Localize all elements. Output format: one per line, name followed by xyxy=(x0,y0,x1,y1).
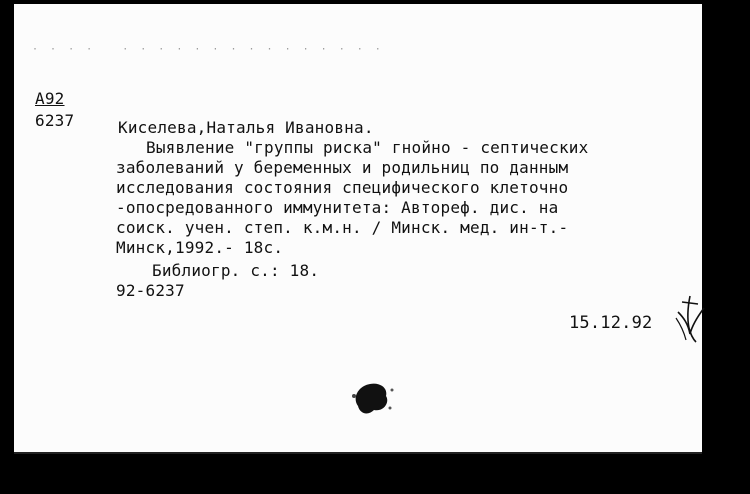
title-line: Выявление "группы риска" гнойно - септических xyxy=(146,138,589,157)
title-line: исследования состояния специфического клеточно xyxy=(116,178,569,197)
title-line: заболеваний у беременных и родильниц по данным xyxy=(116,158,569,177)
accession-number: 92-6237 xyxy=(116,281,185,300)
date-stamp: 15.12.92 xyxy=(569,313,653,333)
scan-noise: · · · · · · · · · · · · · · · · · · · xyxy=(32,44,384,55)
inventory-number: 6237 xyxy=(35,111,75,130)
ink-blot xyxy=(344,376,404,420)
catalog-card xyxy=(14,4,702,454)
title-line: соиск. учен. степ. к.м.н. / Минск. мед. ин-т.- xyxy=(116,218,569,237)
shelfmark: A92 xyxy=(35,89,65,108)
author: Киселева,Наталья Ивановна. xyxy=(118,118,374,137)
bibliography-note: Библиогр. с.: 18. xyxy=(152,261,320,280)
handwritten-signature xyxy=(672,294,708,346)
card-edge xyxy=(14,452,702,454)
title-line: -опосредованного иммунитета: Автореф. дис. на xyxy=(116,198,559,217)
title-line: Минск,1992.- 18с. xyxy=(116,238,284,257)
